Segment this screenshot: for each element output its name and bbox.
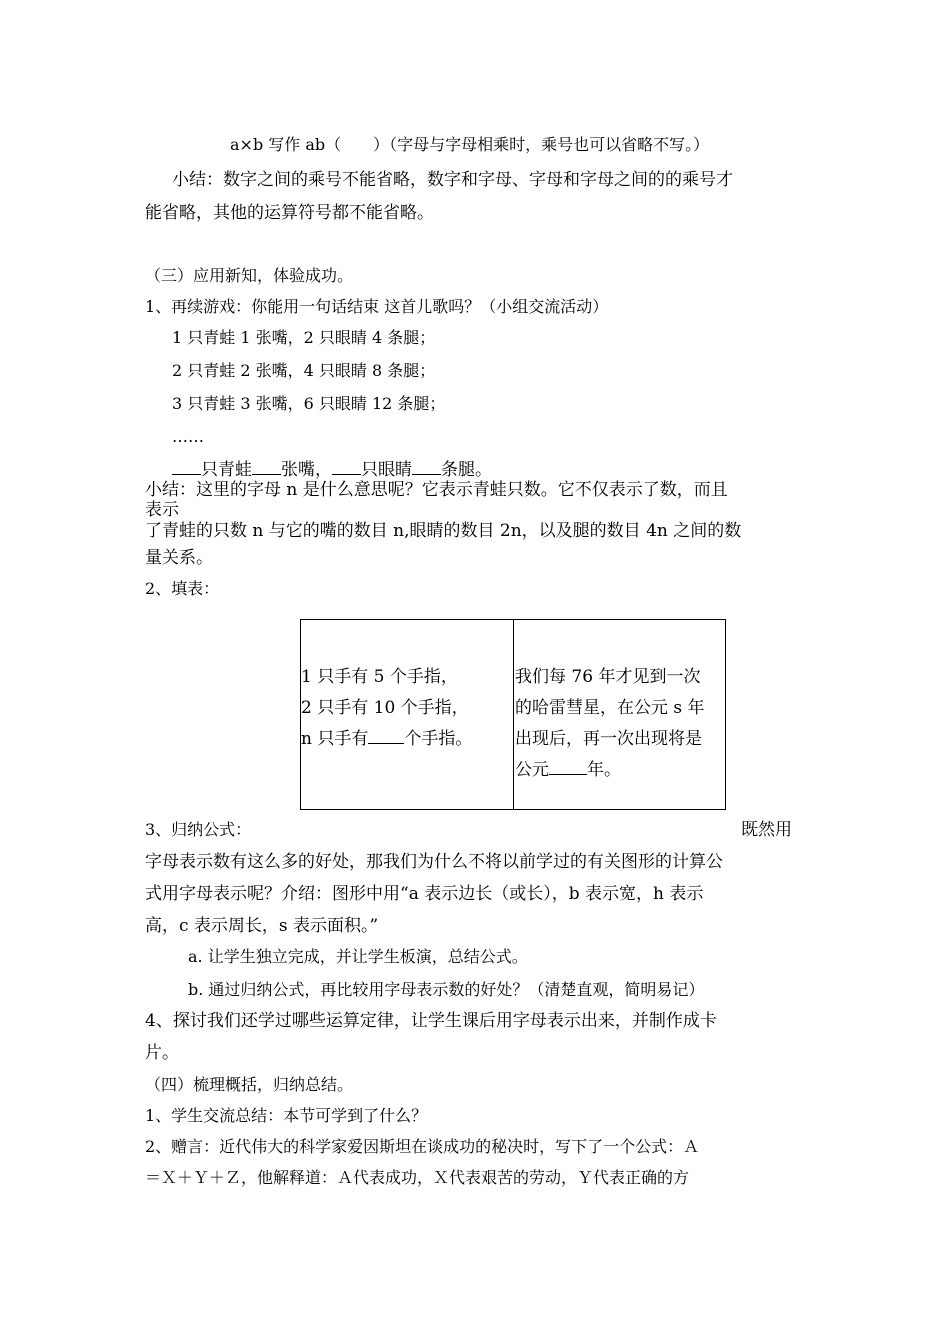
section-4-item-2-line-1: 2、赠言：近代伟大的科学家爱因斯坦在谈成功的秘决时，写下了一个公式：Ａ: [145, 1137, 700, 1156]
summary-2-line-2: 表示: [145, 500, 179, 520]
right-line-3: 出现后，再一次出现将是: [515, 729, 702, 749]
song-line-2: 2 只青蛙 2 张嘴，4 只眼睛 8 条腿；: [172, 361, 436, 380]
right-line-1: 我们每 76 年才见到一次: [515, 667, 701, 687]
item-3-line-3: 式用字母表示呢？介绍：图形中用“a 表示边长（或长），b 表示宽，h 表示: [145, 884, 704, 904]
blank[interactable]: [549, 756, 587, 775]
song-ellipsis: ……: [172, 427, 204, 446]
table-right-cell: [515, 662, 705, 786]
left-line-3: n 只手有 个手指。: [301, 724, 472, 755]
right-line-4: 公元 年。: [515, 755, 705, 786]
item-2-fill-table: 2、填表：: [145, 579, 220, 598]
sub-item-a: a. 让学生独立完成，并让学生板演，总结公式。: [188, 947, 528, 966]
summary-2-line-1: 小结：这里的字母 n 是什么意思呢？它表示青蛙只数。它不仅表示了数，而且: [145, 480, 728, 500]
summary-1-line-1: 小结：数字之间的乘号不能省略，数字和字母、字母和字母之间的的乘号才: [172, 170, 733, 190]
item-4-line-2: 片。: [145, 1043, 179, 1063]
song-line-3: 3 只青蛙 3 张嘴，6 只眼睛 12 条腿；: [172, 394, 446, 413]
summary-2-line-4: 量关系。: [145, 548, 213, 568]
blank[interactable]: [412, 456, 441, 475]
section-4-item-1: 1、学生交流总结：本节可学到了什么？: [145, 1106, 428, 1125]
table-left-cell: [301, 662, 472, 755]
section-3-heading: （三）应用新知，体验成功。: [145, 266, 354, 285]
blank[interactable]: [172, 456, 201, 475]
song-line-1: 1 只青蛙 1 张嘴，2 只眼睛 4 条腿；: [172, 328, 436, 347]
left-line-2: 2 只手有 10 个手指，: [301, 698, 469, 718]
fill-text-1: 只青蛙: [201, 460, 252, 480]
item-3-right-text: 既然用: [741, 820, 792, 840]
blank[interactable]: [252, 456, 281, 475]
fill-text-4: 条腿。: [441, 460, 492, 480]
sub-item-b: b. 通过归纳公式，再比较用字母表示数的好处？（清楚直观，简明易记）: [188, 980, 705, 999]
notation-example-line: a×b 写作 ab（ ）（字母与字母相乘时，乘号也可以省略不写。）: [230, 135, 710, 154]
blank[interactable]: [332, 456, 361, 475]
item-3-line-4: 高，c 表示周长，s 表示面积。”: [145, 916, 379, 936]
item-4-line-1: 4、探讨我们还学过哪些运算定律，让学生课后用字母表示出来，并制作成卡: [145, 1011, 717, 1031]
item-3-line-2: 字母表示数有这么多的好处，那我们为什么不将以前学过的有关图形的计算公: [145, 852, 723, 872]
section-4-heading: （四）梳理概括，归纳总结。: [145, 1075, 354, 1094]
blank[interactable]: [368, 725, 404, 744]
fill-text-2: 张嘴，: [281, 460, 332, 480]
table-divider: [513, 620, 514, 809]
section-4-item-2-line-2: ＝Ｘ＋Ｙ＋Ｚ，他解释道：Ａ代表成功，Ｘ代表艰苦的劳动，Ｙ代表正确的方: [145, 1168, 690, 1187]
item-3-label: 3、归纳公式：: [145, 820, 252, 839]
fill-table: [300, 619, 726, 810]
summary-1-line-2: 能省略，其他的运算符号都不能省略。: [145, 203, 434, 223]
fill-text-3: 只眼睛: [361, 460, 412, 480]
summary-2-line-3: 了青蛙的只数 n 与它的嘴的数目 n,眼睛的数目 2n，以及腿的数目 4n 之间的数: [145, 521, 742, 541]
left-line-1: 1 只手有 5 个手指，: [301, 667, 458, 687]
right-line-2: 的哈雷彗星，在公元 s 年: [515, 698, 705, 718]
item-1-game: 1、再续游戏：你能用一句话结束 这首儿歌吗？（小组交流活动）: [145, 297, 609, 316]
